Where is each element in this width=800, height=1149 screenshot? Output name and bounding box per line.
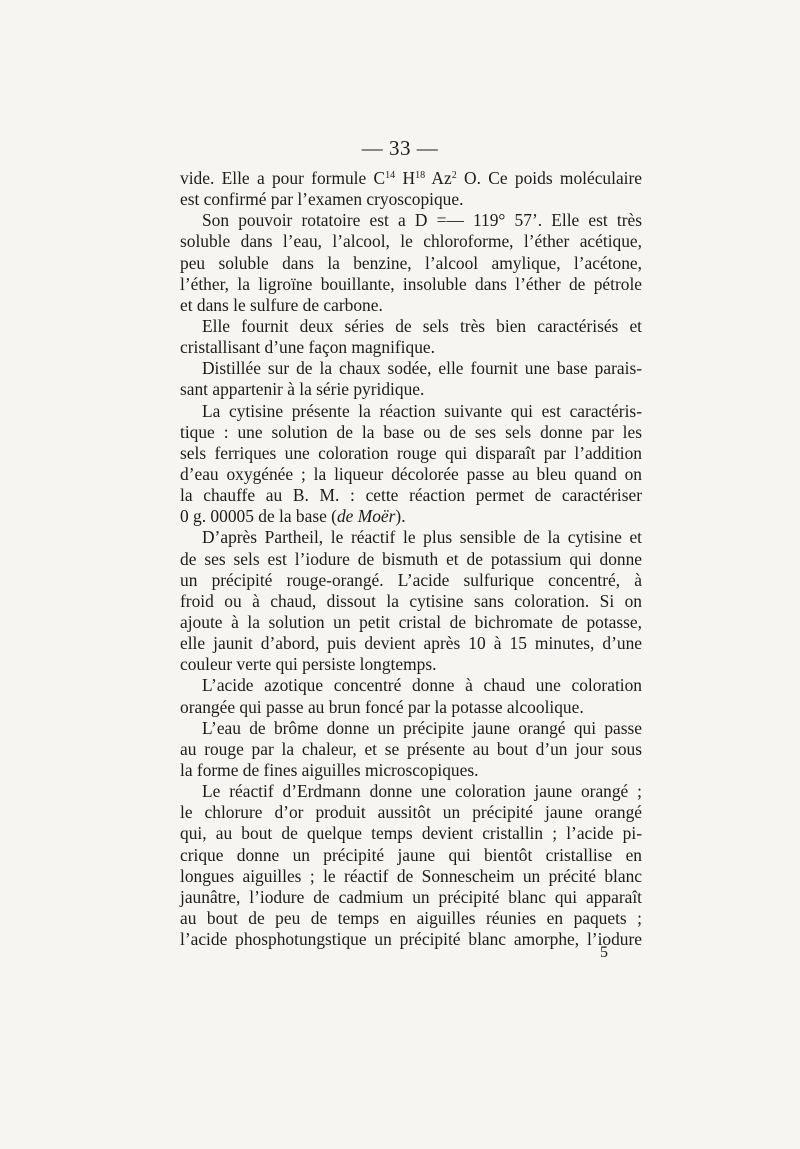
paragraph-5-line: tique : une solution de la base ou de ses sels donne par les: [180, 421, 642, 442]
paragraph-2-line: soluble dans l’eau, l’alcool, le chloroforme, l’éther acétique,: [180, 231, 642, 252]
paragraph-6-line: elle jaunit d’abord, puis devient après 10 à 15 minutes, d’une: [180, 633, 642, 654]
paragraph-9-line: Le réactif d’Erdmann donne une coloration jaune orangé ;: [202, 781, 642, 802]
paragraph-9-line: jaunâtre, l’iodure de cadmium un précipité blanc qui apparaît: [180, 886, 642, 907]
paragraph-8-line: la forme de fines aiguilles microscopiques.: [180, 759, 479, 780]
paragraph-4-line: sant appartenir à la série pyridique.: [180, 379, 425, 400]
paragraph-9-line: le chlorure d’or produit aussitôt un précipité jaune orangé: [180, 802, 642, 823]
paragraph-5-line-last: 0 g. 00005 de la base (de Moër).: [180, 506, 406, 527]
paragraph-6-line: de ses sels est l’iodure de bismuth et de potassium qui donne: [180, 548, 642, 569]
paragraph-1-line-1: vide. Elle a pour formule $C^{14}$ $H^{18}$ Az$^2$ O. Ce poids moléculaire: [180, 168, 643, 188]
paragraph-2-line: peu soluble dans la benzine, l’alcool amylique, l’acétone,: [180, 252, 642, 273]
paragraph-2-line: l’éther, la ligroïne bouillante, insoluble dans l’éther de pétrole: [180, 273, 642, 294]
paragraph-6-line: un précipité rouge-orangé. L’acide sulfurique concentré, à: [180, 569, 642, 590]
paragraph-9-line: qui, au bout de quelque temps devient cristallin ; l’acide pi-: [180, 823, 642, 844]
cited-author: de Moër: [336, 506, 396, 527]
paragraph-7-line: L’acide azotique concentré donne à chaud une coloration: [202, 675, 642, 696]
paragraph-2-line: Son pouvoir rotatoire est a D =— 119° 57’. Elle est très: [202, 210, 642, 231]
paragraph-3-line: cristallisant d’une façon magnifique.: [180, 337, 435, 358]
paragraph-6-line: froid ou à chaud, dissout la cytisine sans coloration. Si on: [180, 590, 642, 611]
paragraph-3-line: Elle fournit deux séries de sels très bien caractérisés et: [202, 315, 642, 336]
paragraph-4-line: Distillée sur de la chaux sodée, elle fournit une base parais-: [202, 358, 642, 379]
paragraph-2-line: et dans le sulfure de carbone.: [180, 294, 383, 315]
paragraph-7-line: orangée qui passe au brun foncé par la potasse alcoolique.: [180, 696, 584, 717]
paragraph-9-line: au bout de peu de temps en aiguilles réunies en paquets ;: [180, 907, 642, 928]
paragraph-5-line: la chauffe au B. M. : cette réaction permet de caractériser: [180, 485, 642, 506]
paragraph-1-line-2: est confirmé par l’examen cryoscopique.: [180, 189, 464, 210]
paragraph-6-line: D’après Partheil, le réactif le plus sensible de la cytisine et: [202, 527, 642, 548]
paragraph-5-line: La cytisine présente la réaction suivante qui est caractéris-: [202, 400, 642, 421]
paragraph-9-line: l’acide phosphotungstique un précipité blanc amorphe, l’iodure: [180, 929, 642, 950]
body-text: [180, 168, 642, 950]
paragraph-8-line: au rouge par la chaleur, et se présente au bout d’un jour sous: [180, 738, 642, 759]
signature-mark: 5: [600, 944, 608, 961]
paragraph-5-line: d’eau oxygénée ; la liqueur décolorée passe au bleu quand on: [180, 463, 642, 484]
paragraph-8-line: L’eau de brôme donne un précipite jaune orangé qui passe: [202, 717, 642, 738]
paragraph-6-line: ajoute à la solution un petit cristal de bichromate de potasse,: [180, 611, 642, 632]
paragraph-9-line: crique donne un précipité jaune qui bientôt cristallise en: [180, 844, 642, 865]
paragraph-5-line: sels ferriques une coloration rouge qui disparaît par l’addition: [180, 442, 642, 463]
paragraph-6-line: couleur verte qui persiste longtemps.: [180, 654, 437, 675]
page-number: — 33 —: [361, 136, 439, 160]
paragraph-9-line: longues aiguilles ; le réactif de Sonnescheim un précité blanc: [180, 865, 642, 886]
